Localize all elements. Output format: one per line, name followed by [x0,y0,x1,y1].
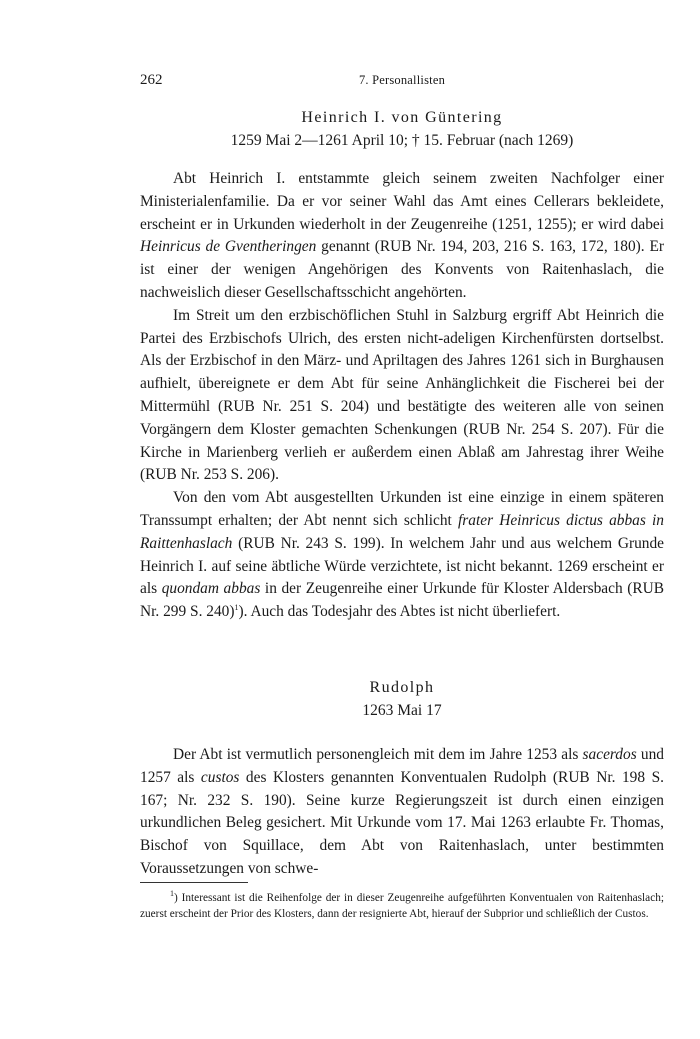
text-run: (RUB Nr. 243 S. 199). In welchem Jahr und aus welchem Grunde Heinrich I. auf seine äbtliche Würde verzichtete, ist nicht bekannt. 1269 erscheint er als [140,534,664,598]
italic-text: sacerdos [582,746,637,763]
italic-text: custos [200,768,240,786]
italic-text: frater Heinricus dictus abbas in Raittenhaslach [140,511,664,552]
paragraph [140,305,664,487]
footnote-marker: 1 [170,889,174,899]
text-run: und 1257 als [140,746,664,786]
entry-dates: 1259 Mai 2—1261 April 10; † 15. Februar (nach 1269) [230,132,574,149]
entry-name: Heinrich I. von Güntering [301,109,503,126]
text-run: ) Interessant ist die Reihenfolge der in dieser Zeugenreihe aufgeführten Konventualen von Raitenhaslach; zuerst erscheint der Prior des Klosters, dann der resignierte Abt, hierauf der Subprior und schließlich der Custos. [140,892,664,920]
running-title: 7. Personallisten [358,73,446,87]
text-run: des Klosters genannten Konventualen Rudolph (RUB Nr. 198 S. 167; Nr. 232 S. 190). Seine kurze Regierungszeit ist durch einen einzigen urkundlichen Beleg gesichert. Mit Urkunde vom 17. Mai 1263 erlaubte Fr. Thomas, Bischof von Squillace, dem Abt von Raitenhaslach, unter bestimmten Voraussetzungen von schwe- [140,768,664,877]
entry-name: Rudolph [369,679,435,696]
entry-heinrich [140,106,664,624]
page-number: 262 [140,72,163,88]
text-run: Abt Heinrich I. entstammte gleich seinem zweiten Nachfolger einer Ministerialenfamilie. Da er vor seiner Wahl das Amt eines Cellerars bekleidete, erscheint er in Urkunden wiederholt in der Zeugenreihe (1251, 1255); er wird dabei [140,170,664,233]
running-head [140,72,664,92]
text-run: Der Abt ist vermutlich personengleich mit dem im Jahre 1253 als [173,746,583,763]
italic-text: Heinricus de Gventheringen [140,238,317,256]
footnote-marker: 1 [234,603,239,613]
paragraph [140,168,664,305]
entry-dates: 1263 Mai 17 [362,702,442,719]
text-run: Im Streit um den erzbischöflichen Stuhl in Salzburg ergriff Abt Heinrich die Partei des Erzbischofs Ulrich, des ersten nicht-adeligen Kirchenfürsten dortselbst. Als der Erzbischof in den März- und Apriltagen des Jahres 1261 sich in Burghausen aufhielt, übereignete er dem Abt für seine Anhänglichkeit die Fischerei bei der Mittermühl (RUB Nr. 251 S. 204) und bestätigte des weiteren alle von seinen Vorgängern dem Kloster gemachten Schenkungen (RUB Nr. 254 S. 207). Für die Kirche in Marienberg verlieh er außerdem einen Ablaß am Jahrestag ihrer Weihe (RUB Nr. 253 S. 206). [140,306,664,484]
paragraph [140,487,664,624]
footnote-rule [140,882,248,883]
text-run: ). Auch das Todesjahr des Abtes ist nicht überliefert. [238,603,561,621]
text-run: genannt (RUB Nr. 194, 203, 216 S. 163, 172, 180). Er ist einer der wenigen Angehörigen des Konvents von Raitenhaslach, die nachweislich dieser Gesellschaftsschicht angehörten. [140,238,664,301]
text-run: Von den vom Abt ausgestellten Urkunden ist eine einzige in einem späteren Transsumpt erhalten; der Abt nennt sich schlicht [140,489,664,529]
text-run: in der Zeugenreihe einer Urkunde für Kloster Aldersbach (RUB Nr. 299 S. 240) [140,580,665,621]
paragraph [140,744,664,881]
entry-rudolph [140,676,664,881]
footnote [140,890,664,922]
italic-text: quondam abbas [161,580,261,598]
